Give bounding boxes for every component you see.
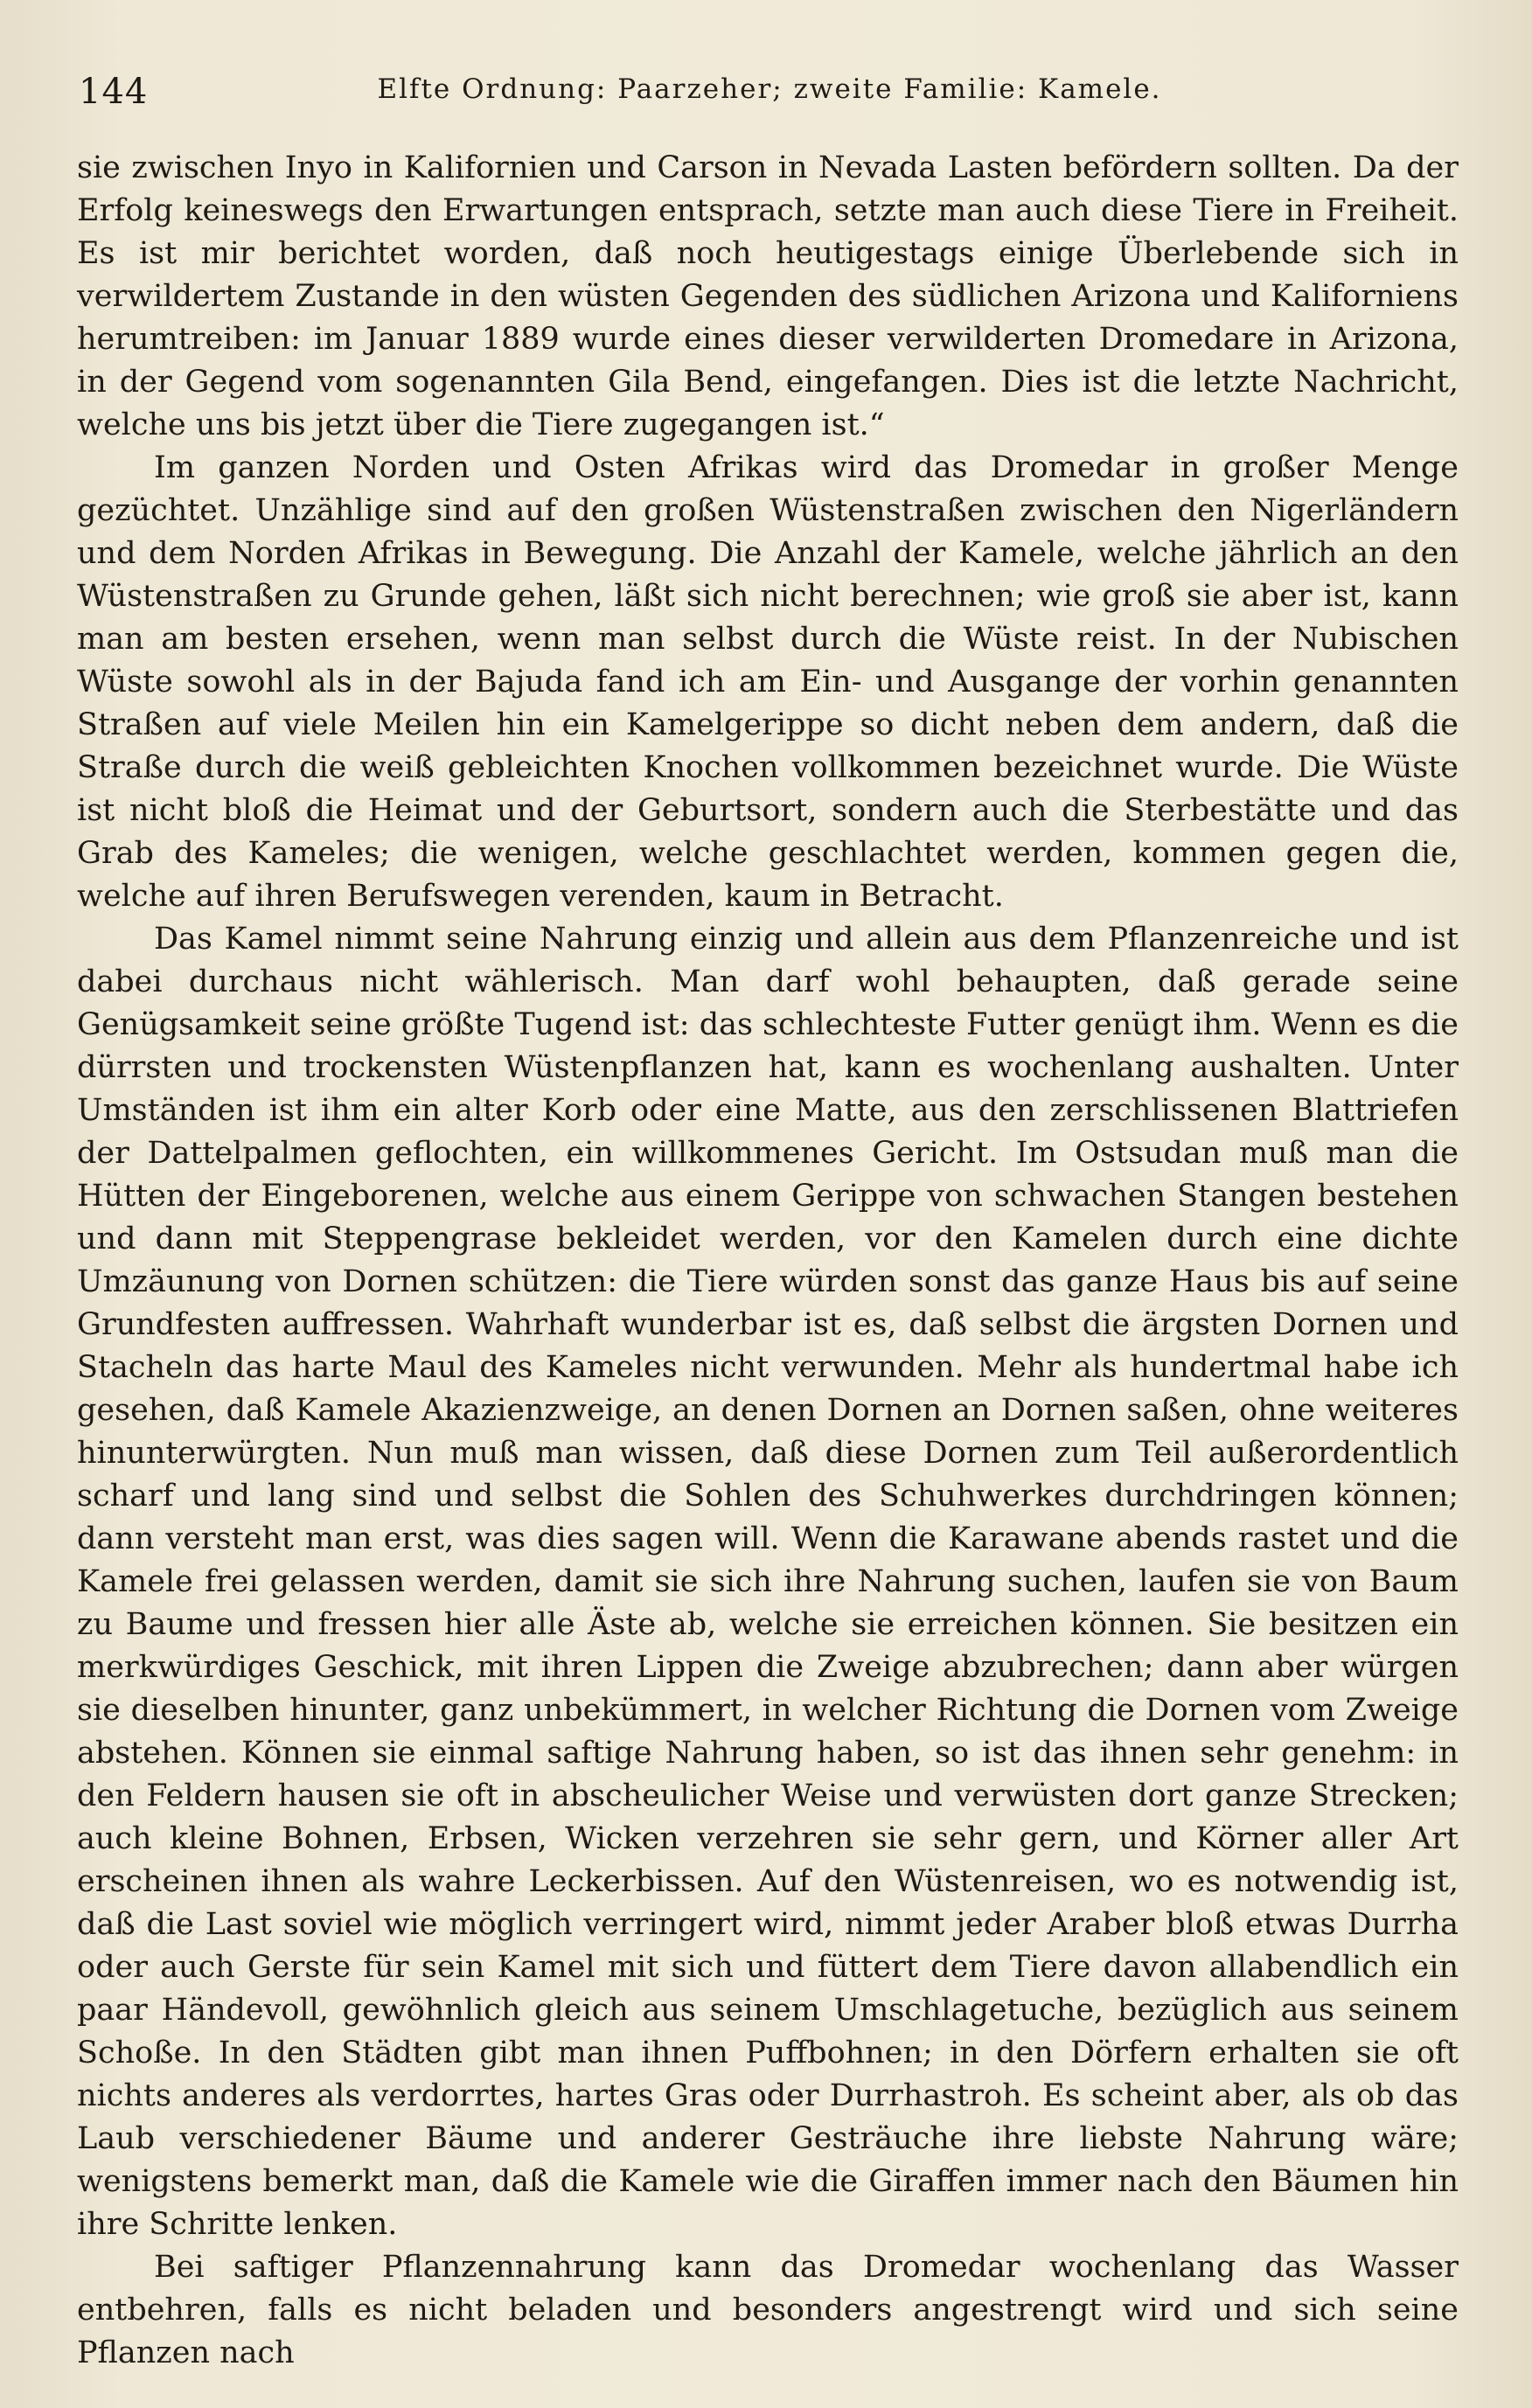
paragraph-continued: sie zwischen Inyo in Kalifornien und Carson in Nevada Lasten befördern sollten. Da der Erfolg keineswegs den Erwartungen entsprach, setzte man auch diese Tiere in Freiheit. Es ist mir berichtet worden, daß noch heutigestags einige Überlebende sich in verwildertem Zustande in den wüsten Gegenden des südlichen Arizona und Kaliforniens herumtreiben: im Januar 1889 wurde eines dieser verwilderten Dromedare in Arizona, in der Gegend vom sogenannten Gila Bend, eingefangen. Dies ist die letzte Nachricht, welche uns bis jetzt über die Tiere zugegangen ist.“ [77, 150, 1459, 442]
paragraph: Das Kamel nimmt seine Nahrung einzig und allein aus dem Pflanzenreiche und ist dabei durchaus nicht wählerisch. Man darf wohl behaupten, daß gerade seine Genügsamkeit seine größte Tugend ist: das schlechteste Futter genügt ihm. Wenn es die dürrsten und trockensten Wüstenpflanzen hat, kann es wochenlang aushalten. Unter Umständen ist ihm ein alter Korb oder eine Matte, aus den zerschlissenen Blattriefen der Dattelpalmen geflochten, ein willkommenes Gericht. Im Ostsudan muß man die Hütten der Eingeborenen, welche aus einem Gerippe von schwachen Stangen bestehen und dann mit Steppengrase bekleidet werden, vor den Kamelen durch eine dichte Umzäunung von Dornen schützen: die Tiere würden sonst das ganze Haus bis auf seine Grundfesten auffressen. Wahrhaft wunderbar ist es, daß selbst die ärgsten Dornen und Stacheln das harte Maul des Kameles nicht verwunden. Mehr als hundertmal habe ich gesehen, daß Kamele Akazienzweige, an denen Dornen an Dornen saßen, ohne weiteres hinunterwürgten. Nun muß man wissen, daß diese Dornen zum Teil außerordentlich scharf und lang sind und selbst die Sohlen des Schuhwerkes durchdringen können; dann versteht man erst, was dies sagen will. Wenn die Karawane abends rastet und die Kamele frei gelassen werden, damit sie sich ihre Nahrung suchen, laufen sie von Baum zu Baume und fressen hier alle Äste ab, welche sie erreichen können. Sie besitzen ein merkwürdiges Geschick, mit ihren Lippen die Zweige abzubrechen; dann aber würgen sie dieselben hinunter, ganz unbekümmert, in welcher Richtung die Dornen vom Zweige abstehen. Können sie einmal saftige Nahrung haben, so ist das ihnen sehr genehm: in den Feldern hausen sie oft in abscheulicher Weise und verwüsten dort ganze Strecken; auch kleine Bohnen, Erbsen, Wicken verzehren sie sehr gern, und Körner aller Art erscheinen ihnen als wahre Leckerbissen. Auf den Wüstenreisen, wo es notwendig ist, daß die Last soviel wie möglich verringert wird, nimmt jeder Araber bloß etwas Durrha oder auch Gerste für sein Kamel mit sich und füttert dem Tiere davon allabendlich ein paar Händevoll, gewöhnlich gleich aus seinem Umschlagetuche, bezüglich aus seinem Schoße. In den Städten gibt man ihnen Puffbohnen; in den Dörfern erhalten sie oft nichts anderes als verdorrtes, hartes Gras oder Durrhastroh. Es scheint aber, als ob das Laub verschiedener Bäume und anderer Gesträuche ihre liebste Nahrung wäre; wenigstens bemerkt man, daß die Kamele wie die Giraffen immer nach den Bäumen hin ihre Schritte lenken. [77, 922, 1459, 2242]
running-title: Elfte Ordnung: Paarzeher; zweite Familie: Kamele. [377, 73, 1162, 105]
paragraph: Im ganzen Norden und Osten Afrikas wird das Dromedar in großer Menge gezüchtet. Unzählige sind auf den großen Wüstenstraßen zwischen den Nigerländern und dem Norden Afrikas in Bewegung. Die Anzahl der Kamele, welche jährlich an den Wüstenstraßen zu Grunde gehen, läßt sich nicht berechnen; wie groß sie aber ist, kann man am besten ersehen, wenn man selbst durch die Wüste reist. In der Nubischen Wüste sowohl als in der Bajuda fand ich am Ein- und Ausgange der vorhin genannten Straßen auf viele Meilen hin ein Kamelgerippe so dicht neben dem andern, daß die Straße durch die weiß gebleichten Knochen vollkommen bezeichnet wurde. Die Wüste ist nicht bloß die Heimat und der Geburtsort, sondern auch die Sterbestätte und das Grab des Kameles; die wenigen, welche geschlachtet werden, kommen gegen die, welche auf ihren Berufswegen verenden, kaum in Betracht. [77, 450, 1459, 914]
running-header [79, 72, 1460, 115]
body-text [77, 147, 1459, 2375]
page-number: 144 [79, 72, 149, 112]
paragraph: Bei saftiger Pflanzennahrung kann das Dromedar wochenlang das Wasser entbehren, falls es nicht beladen und besonders angestrengt wird und sich seine Pflanzen nach [77, 2250, 1459, 2370]
